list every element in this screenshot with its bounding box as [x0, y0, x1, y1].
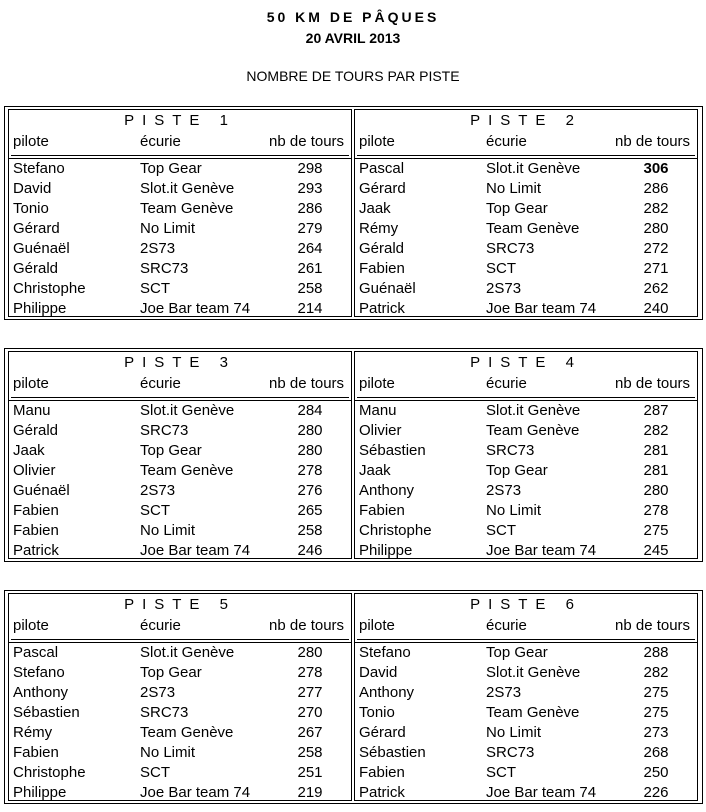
pilote-cell: Fabien [359, 764, 405, 781]
tours-cell: 282 [643, 200, 669, 217]
pilote-cell: Gérard [359, 180, 406, 197]
table-body [9, 400, 351, 559]
tours-cell: 261 [297, 260, 323, 277]
table-row [355, 441, 697, 461]
header-pilote: pilote [13, 133, 49, 150]
header-ecurie: écurie [486, 617, 527, 634]
tours-cell: 298 [297, 160, 323, 177]
table-row [355, 643, 697, 663]
ecurie-cell: Top Gear [486, 462, 548, 479]
piste-panel [8, 593, 352, 801]
pilote-cell: David [359, 664, 398, 681]
ecurie-cell: 2S73 [486, 684, 522, 701]
table-row [9, 259, 351, 279]
column-header-row [355, 374, 697, 394]
ecurie-cell: 2S73 [140, 240, 176, 257]
header-tours: nb de tours [615, 133, 691, 150]
table-row [9, 703, 351, 723]
table-row [9, 441, 351, 461]
pilote-cell: Gérard [359, 724, 406, 741]
table-row [355, 199, 697, 219]
tours-cell: 279 [297, 220, 323, 237]
pilote-cell: Gérald [13, 260, 59, 277]
piste-panel [8, 351, 352, 559]
tours-cell: 277 [297, 684, 323, 701]
header-tours: nb de tours [615, 375, 691, 392]
ecurie-cell: Joe Bar team 74 [140, 542, 251, 559]
ecurie-cell: SCT [140, 764, 170, 781]
pilote-cell: Jaak [13, 442, 45, 459]
pilote-cell: Fabien [359, 502, 405, 519]
ecurie-cell: No Limit [140, 744, 196, 761]
table-row [9, 683, 351, 703]
tours-cell: 288 [643, 644, 669, 661]
pilote-cell: Christophe [359, 522, 432, 539]
header-divider [11, 639, 349, 640]
pilote-cell: Jaak [359, 462, 391, 479]
ecurie-cell: SCT [140, 280, 170, 297]
table-row [9, 299, 351, 319]
column-header-row [9, 132, 351, 152]
tours-cell: 287 [643, 402, 669, 419]
pilote-cell: Philippe [13, 784, 67, 801]
tours-cell: 280 [297, 422, 323, 439]
piste-title: PISTE 4 [470, 354, 582, 371]
ecurie-cell: Joe Bar team 74 [486, 300, 597, 317]
ecurie-cell: SRC73 [486, 240, 535, 257]
pilote-cell: Olivier [13, 462, 56, 479]
tours-cell: 275 [643, 684, 669, 701]
ecurie-cell: Joe Bar team 74 [140, 300, 251, 317]
pilote-cell: Christophe [13, 764, 86, 781]
table-row [355, 239, 697, 259]
piste-title: PISTE 1 [124, 112, 236, 129]
table-row [9, 743, 351, 763]
pilote-cell: Fabien [359, 260, 405, 277]
tours-cell: 245 [643, 542, 669, 559]
pilote-cell: Sébastien [359, 442, 426, 459]
header-divider [357, 397, 695, 398]
tours-cell: 284 [297, 402, 323, 419]
pilote-cell: Patrick [13, 542, 59, 559]
ecurie-cell: Team Genève [486, 422, 580, 439]
piste-group-1 [4, 106, 703, 320]
column-header-row [9, 616, 351, 636]
piste-group-2 [4, 348, 703, 562]
pilote-cell: Stefano [359, 644, 411, 661]
ecurie-cell: No Limit [140, 522, 196, 539]
ecurie-cell: Joe Bar team 74 [486, 542, 597, 559]
tours-cell: 262 [643, 280, 669, 297]
table-row [9, 541, 351, 561]
table-row [355, 279, 697, 299]
pilote-cell: Manu [359, 402, 397, 419]
piste-panel [8, 109, 352, 317]
ecurie-cell: Joe Bar team 74 [140, 784, 251, 801]
pilote-cell: Gérald [359, 240, 405, 257]
pilote-cell: Sébastien [359, 744, 426, 761]
header-tours: nb de tours [269, 617, 345, 634]
table-row [355, 219, 697, 239]
ecurie-cell: Top Gear [486, 200, 548, 217]
ecurie-cell: SCT [486, 522, 516, 539]
tours-cell: 281 [643, 462, 669, 479]
column-header-row [355, 132, 697, 152]
table-row [355, 401, 697, 421]
ecurie-cell: SRC73 [140, 260, 189, 277]
ecurie-cell: Top Gear [486, 644, 548, 661]
tours-cell: 271 [643, 260, 669, 277]
pilote-cell: Guénaël [13, 240, 70, 257]
header-ecurie: écurie [140, 133, 181, 150]
table-row [9, 663, 351, 683]
header-ecurie: écurie [486, 375, 527, 392]
table-row [355, 763, 697, 783]
piste-title: PISTE 2 [470, 112, 582, 129]
tours-cell: 264 [297, 240, 323, 257]
table-row [355, 259, 697, 279]
pilote-cell: Pascal [13, 644, 59, 661]
table-row [9, 401, 351, 421]
header-pilote: pilote [359, 617, 395, 634]
table-row [9, 219, 351, 239]
piste-group-3 [4, 590, 703, 804]
ecurie-cell: Slot.it Genève [140, 180, 235, 197]
header-divider [11, 155, 349, 156]
column-header-row [9, 374, 351, 394]
tours-cell: 265 [297, 502, 323, 519]
tours-cell: 258 [297, 280, 323, 297]
table-row [355, 663, 697, 683]
header-ecurie: écurie [140, 617, 181, 634]
ecurie-cell: No Limit [486, 180, 542, 197]
pilote-cell: Philippe [13, 300, 67, 317]
header-pilote: pilote [13, 375, 49, 392]
header-tours: nb de tours [615, 617, 691, 634]
pilote-cell: Gérard [13, 220, 60, 237]
pilote-cell: Sébastien [13, 704, 80, 721]
tours-cell: 280 [297, 644, 323, 661]
table-body [355, 400, 697, 559]
tours-cell: 280 [643, 220, 669, 237]
table-row [355, 783, 697, 803]
table-row [9, 481, 351, 501]
header-ecurie: écurie [140, 375, 181, 392]
pilote-cell: Guénaël [13, 482, 70, 499]
ecurie-cell: No Limit [140, 220, 196, 237]
ecurie-cell: Top Gear [140, 664, 202, 681]
tours-cell: 275 [643, 522, 669, 539]
ecurie-cell: Team Genève [140, 724, 234, 741]
ecurie-cell: 2S73 [486, 482, 522, 499]
tours-cell: 306 [643, 160, 669, 177]
ecurie-cell: Slot.it Genève [486, 402, 581, 419]
table-body [9, 158, 351, 317]
tours-cell: 275 [643, 704, 669, 721]
header-tours: nb de tours [269, 375, 345, 392]
ecurie-cell: SRC73 [486, 744, 535, 761]
piste-panel [354, 593, 698, 801]
table-row [355, 179, 697, 199]
pilote-cell: Tonio [359, 704, 395, 721]
pilote-cell: Patrick [359, 784, 405, 801]
piste-panel [354, 109, 698, 317]
header-ecurie: écurie [486, 133, 527, 150]
ecurie-cell: No Limit [486, 724, 542, 741]
pilote-cell: Philippe [359, 542, 413, 559]
pilote-cell: Christophe [13, 280, 86, 297]
tours-cell: 226 [643, 784, 669, 801]
table-row [9, 279, 351, 299]
tours-cell: 246 [297, 542, 323, 559]
tours-cell: 272 [643, 240, 669, 257]
tours-cell: 250 [643, 764, 669, 781]
ecurie-cell: SCT [486, 260, 516, 277]
tours-cell: 278 [297, 664, 323, 681]
header-divider [11, 397, 349, 398]
tours-cell: 270 [297, 704, 323, 721]
column-header-row [355, 616, 697, 636]
ecurie-cell: Team Genève [140, 200, 234, 217]
tours-cell: 219 [297, 784, 323, 801]
tours-cell: 282 [643, 422, 669, 439]
tours-cell: 251 [297, 764, 323, 781]
table-row [355, 723, 697, 743]
table-row [355, 299, 697, 319]
piste-title: PISTE 5 [124, 596, 236, 613]
table-row [9, 723, 351, 743]
pilote-cell: Manu [13, 402, 51, 419]
table-body [9, 642, 351, 801]
pilote-cell: Rémy [359, 220, 399, 237]
pilote-cell: Fabien [13, 502, 59, 519]
tours-cell: 273 [643, 724, 669, 741]
header-pilote: pilote [359, 375, 395, 392]
table-row [9, 239, 351, 259]
table-row [355, 703, 697, 723]
tours-cell: 240 [643, 300, 669, 317]
pilote-cell: Rémy [13, 724, 53, 741]
pilote-cell: Fabien [13, 522, 59, 539]
table-body [355, 158, 697, 317]
ecurie-cell: Team Genève [486, 220, 580, 237]
pilote-cell: Jaak [359, 200, 391, 217]
table-row [355, 481, 697, 501]
tours-cell: 293 [297, 180, 323, 197]
pilote-cell: Fabien [13, 744, 59, 761]
header-divider [357, 639, 695, 640]
pilote-cell: Olivier [359, 422, 402, 439]
header-pilote: pilote [359, 133, 395, 150]
table-row [9, 643, 351, 663]
tours-cell: 214 [297, 300, 323, 317]
table-row [9, 179, 351, 199]
tours-cell: 286 [297, 200, 323, 217]
tours-cell: 258 [297, 522, 323, 539]
page-date: 20 AVRIL 2013 [305, 30, 401, 46]
table-row [9, 159, 351, 179]
tours-cell: 278 [297, 462, 323, 479]
header-tours: nb de tours [269, 133, 345, 150]
ecurie-cell: 2S73 [486, 280, 522, 297]
table-body [355, 642, 697, 801]
ecurie-cell: Team Genève [140, 462, 234, 479]
tours-cell: 276 [297, 482, 323, 499]
page-subtitle: NOMBRE DE TOURS PAR PISTE [246, 68, 460, 84]
tours-cell: 282 [643, 664, 669, 681]
piste-title: PISTE 3 [124, 354, 236, 371]
pilote-cell: David [13, 180, 52, 197]
pilote-cell: Gérald [13, 422, 59, 439]
ecurie-cell: SCT [140, 502, 170, 519]
pilote-cell: Anthony [359, 684, 415, 701]
pilote-cell: Stefano [13, 160, 65, 177]
tours-cell: 278 [643, 502, 669, 519]
pilote-cell: Patrick [359, 300, 405, 317]
ecurie-cell: SRC73 [140, 422, 189, 439]
ecurie-cell: Joe Bar team 74 [486, 784, 597, 801]
table-row [9, 461, 351, 481]
page-title: 50 KM DE PÂQUES [266, 9, 440, 25]
tours-cell: 280 [297, 442, 323, 459]
table-row [355, 743, 697, 763]
table-row [355, 683, 697, 703]
tours-cell: 267 [297, 724, 323, 741]
table-row [355, 521, 697, 541]
pilote-cell: Tonio [13, 200, 49, 217]
ecurie-cell: 2S73 [140, 482, 176, 499]
ecurie-cell: Slot.it Genève [486, 664, 581, 681]
piste-title: PISTE 6 [470, 596, 582, 613]
table-row [9, 521, 351, 541]
table-row [9, 199, 351, 219]
table-row [355, 421, 697, 441]
pilote-cell: Stefano [13, 664, 65, 681]
ecurie-cell: Slot.it Genève [486, 160, 581, 177]
table-row [355, 541, 697, 561]
table-row [9, 763, 351, 783]
pilote-cell: Anthony [359, 482, 415, 499]
table-row [355, 159, 697, 179]
pilote-cell: Anthony [13, 684, 69, 701]
table-row [9, 421, 351, 441]
pilote-cell: Guénaël [359, 280, 416, 297]
ecurie-cell: Top Gear [140, 442, 202, 459]
tours-cell: 286 [643, 180, 669, 197]
ecurie-cell: 2S73 [140, 684, 176, 701]
table-row [355, 501, 697, 521]
ecurie-cell: No Limit [486, 502, 542, 519]
ecurie-cell: Slot.it Genève [140, 402, 235, 419]
tours-cell: 281 [643, 442, 669, 459]
ecurie-cell: SRC73 [140, 704, 189, 721]
table-row [9, 501, 351, 521]
ecurie-cell: SRC73 [486, 442, 535, 459]
tours-cell: 258 [297, 744, 323, 761]
tours-cell: 280 [643, 482, 669, 499]
table-row [9, 783, 351, 803]
ecurie-cell: Team Genève [486, 704, 580, 721]
header-pilote: pilote [13, 617, 49, 634]
pilote-cell: Pascal [359, 160, 405, 177]
piste-panel [354, 351, 698, 559]
ecurie-cell: SCT [486, 764, 516, 781]
tours-cell: 268 [643, 744, 669, 761]
header-divider [357, 155, 695, 156]
ecurie-cell: Slot.it Genève [140, 644, 235, 661]
table-row [355, 461, 697, 481]
ecurie-cell: Top Gear [140, 160, 202, 177]
